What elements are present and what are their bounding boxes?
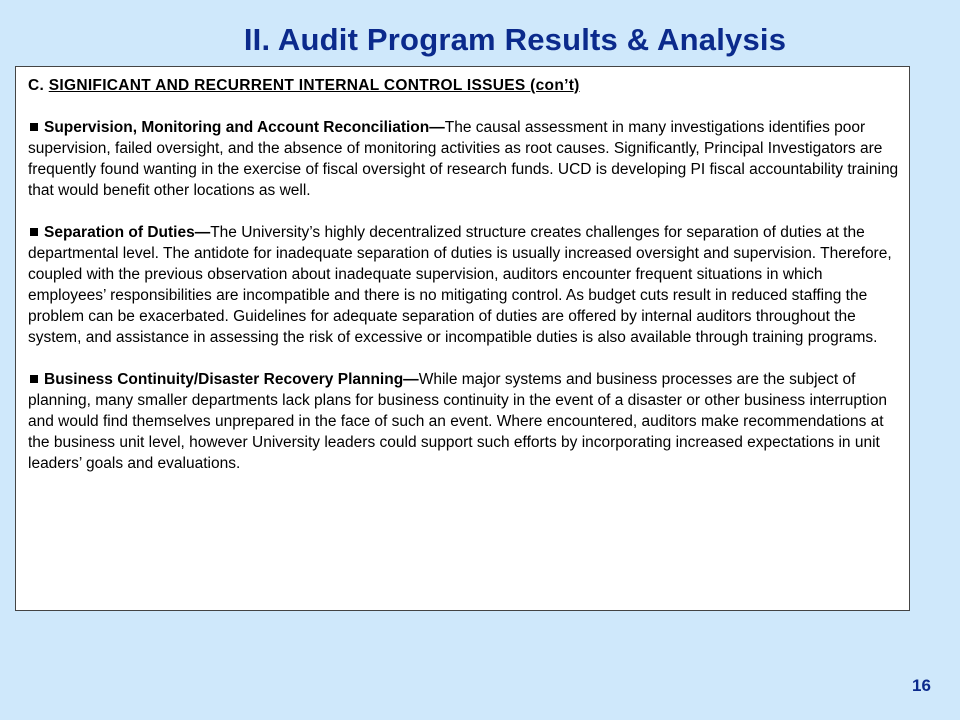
square-bullet-icon (30, 228, 38, 236)
bullet-text: The University’s highly decentralized structure creates challenges for separation of duties at the departmental level. The antidote for inadequate separation of duties is usually increased oversight and supervision. Therefore, coupled with the previous observation about inadequate supervision, auditors encounter frequent situations in which employees’ responsibilities are incompatible and there is no mitigating control. As budget cuts result in reduced staffing the problem can be exacerbated. Guidelines for adequate separation of duties are offered by internal auditors throughout the system, and assistance in assessing the risk of excessive or incompatible duties is also available through training programs. (28, 224, 892, 346)
bullet-lead: Supervision, Monitoring and Account Reconciliation— (44, 119, 445, 136)
bullet-text: The causal assessment in many investigations identifies poor supervision, failed oversight, and the absence of monitoring activities as root causes. Significantly, Principal Investigators are frequently found wanting in the exercise of fiscal oversight of research funds. UCD is developing PI fiscal accountability training that would benefit other locations as well. (28, 119, 899, 199)
section-heading-text: SIGNIFICANT AND RECURRENT INTERNAL CONTROL ISSUES (con’t) (48, 77, 580, 94)
section-heading (28, 75, 899, 96)
bullet-text: While major systems and business processes are the subject of planning, many smaller departments lack plans for business continuity in the event of a disaster or other business interruption and would find themselves unprepared in the face of such an event. Where encountered, auditors make recommendations at the business unit level, however University leaders could support such efforts by incorporating increased expectations in unit leaders’ goals and evaluations. (28, 371, 887, 472)
bullet-lead: Separation of Duties— (44, 224, 211, 241)
bullet-item-business-continuity (28, 369, 899, 474)
square-bullet-icon (30, 123, 38, 131)
square-bullet-icon (30, 375, 38, 383)
section-letter: C. (28, 77, 45, 94)
page-number: 16 (912, 676, 931, 695)
bullet-item-supervision (28, 117, 899, 201)
slide-title: II. Audit Program Results & Analysis (243, 22, 787, 57)
bullet-item-separation-of-duties (28, 222, 899, 348)
bullet-lead: Business Continuity/Disaster Recovery Planning— (44, 371, 419, 388)
content-box (15, 66, 910, 611)
